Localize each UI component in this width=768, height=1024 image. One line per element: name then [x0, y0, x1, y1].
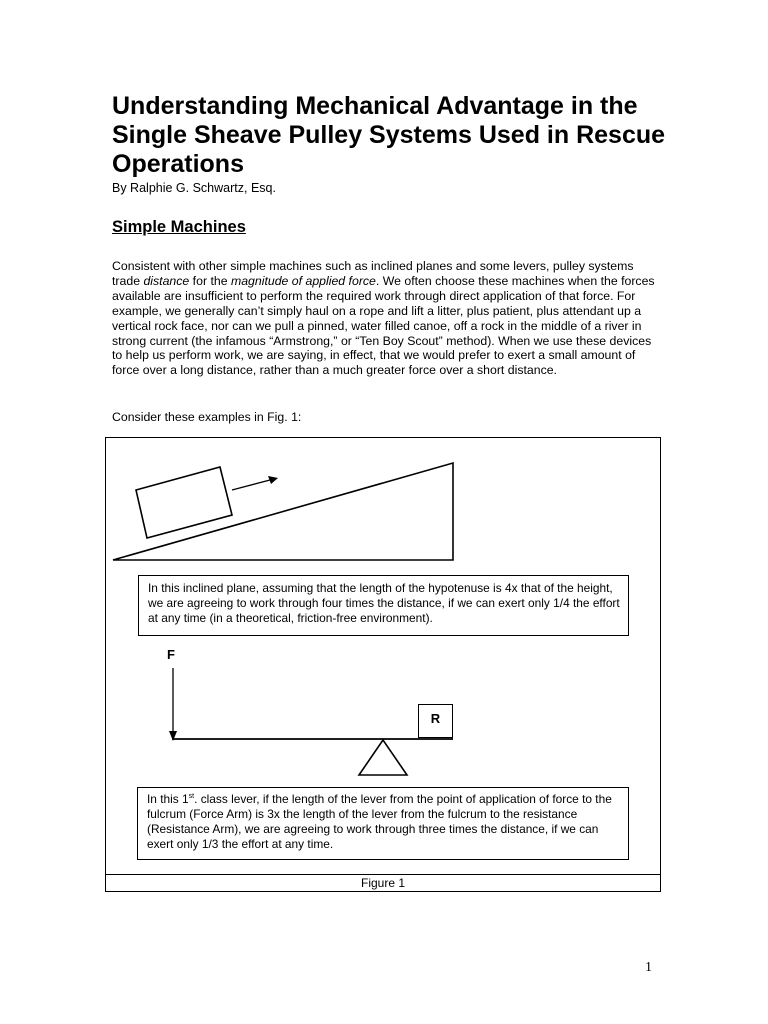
- para-emphasis-distance: distance: [143, 273, 190, 288]
- resistance-box: R: [418, 704, 453, 738]
- lever-callout-superscript: st: [188, 793, 195, 801]
- section-heading: Simple Machines: [112, 218, 246, 236]
- incline-callout: In this inclined plane, assuming that the length of the hypotenuse is 4x that of the height, we are agreeing to work through four times the distance, if we can exert only 1/4 the effort at any time (in a theoretical, friction-free environment).: [138, 575, 629, 636]
- figure-intro-line: Consider these examples in Fig. 1:: [112, 410, 302, 424]
- lever-callout: [137, 787, 629, 860]
- para-text-3: . We often choose these machines when the forces available are insufficient to perform the required work through direct application of that force. For example, we generally can’t simply haul on a rope and lift a litter, plus patient, plus attendant up a vertical rock face, nor can we pull a pinned, water filled canoe, off a rock in the middle of a river in strong current (the infamous “Armstrong,” or “Ten Boy Scout” method). When we use these devices to help us perform work, we are saying, in effect, that we would prefer to exert a small amount of force over a long distance, rather than a much greater force over a short distance.: [112, 273, 655, 378]
- motion-arrow-head: [268, 476, 278, 484]
- para-text-1: Consistent with other simple machines such as inclined planes and some levers, pulley systems trade: [112, 259, 634, 288]
- para-emphasis-force: magnitude of applied force: [230, 273, 376, 288]
- lever-callout-suffix: . class lever, if the length of the lever from the point of application of force to the fulcrum (Force Arm) is 3x the length of the lever from the fulcrum to the resistance (Resistance Arm), we are agreeing to work through three times the distance, if we can exert only 1/3 the effort at any time.: [147, 792, 612, 851]
- incline-block: [136, 467, 232, 538]
- para-text-2: for the: [189, 273, 231, 288]
- fulcrum-triangle: [359, 740, 407, 775]
- page-number: 1: [645, 960, 652, 975]
- document-title: Understanding Mechanical Advantage in the Single Sheave Pulley Systems Used in Rescue Operations: [112, 92, 666, 178]
- lever-callout-prefix: In this 1: [147, 792, 189, 806]
- figure-caption: Figure 1: [105, 874, 661, 892]
- force-label: F: [167, 647, 175, 662]
- motion-arrow-line: [232, 480, 270, 490]
- author-byline: By Ralphie G. Schwartz, Esq.: [112, 181, 276, 195]
